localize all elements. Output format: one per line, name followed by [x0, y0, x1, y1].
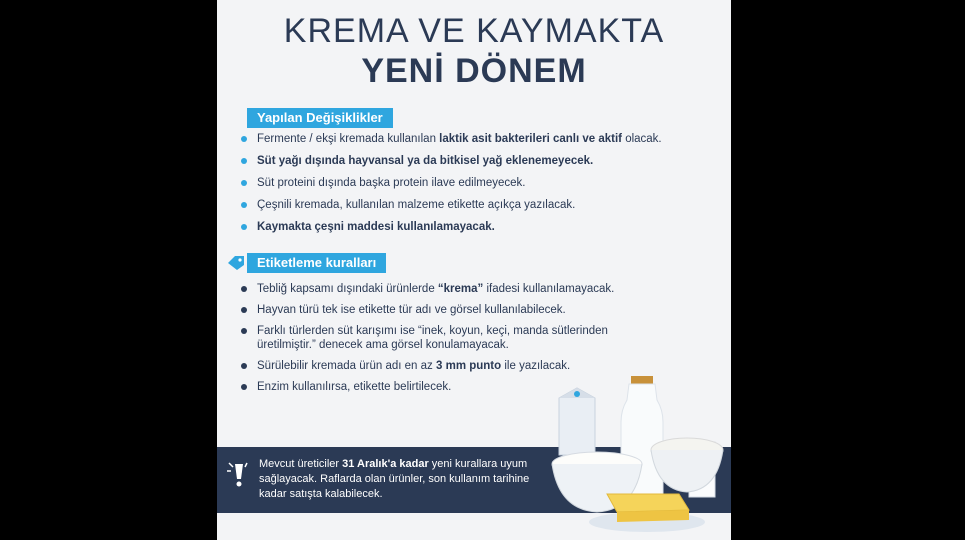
- list-item: Hayvan türü tek ise etikette tür adı ve görsel kullanılabilecek.: [239, 303, 719, 317]
- list-item: Fermente / ekşi kremada kullanılan laktik asit bakterileri canlı ve aktif olacak.: [239, 132, 719, 146]
- list-item: Enzim kullanılırsa, etikette belirtilecek.: [239, 380, 719, 394]
- title-line-2: YENİ DÖNEM: [361, 52, 587, 90]
- notice-text: Mevcut üreticiler 31 Aralık'a kadar yeni kurallara uyum sağlayacak. Raflarda olan ürünler, son kullanım tarihine kadar satışta kalabilecek.: [259, 458, 530, 500]
- exclamation-icon: [225, 459, 255, 489]
- infographic-poster: [217, 0, 731, 540]
- title-line-1: KREMA VE KAYMAKTA: [283, 12, 665, 50]
- labeling-heading: Etiketleme kuralları: [247, 253, 386, 273]
- list-item: Farklı türlerden süt karışımı ise “inek, koyun, keçi, manda sütlerinden üretilmiştir.” denecek ama görsel konulamayacak.: [239, 324, 657, 352]
- list-item: Sürülebilir kremada ürün adı en az 3 mm punto ile yazılacak.: [239, 359, 719, 373]
- list-item: Tebliğ kapsamı dışındaki ürünlerde “krema” ifadesi kullanılamayacak.: [239, 282, 719, 296]
- list-item: Çeşnili kremada, kullanılan malzeme etikette açıkça yazılacak.: [239, 198, 719, 212]
- dairy-products-illustration: [537, 360, 731, 540]
- changes-list: [239, 132, 719, 242]
- changes-heading: Yapılan Değişiklikler: [247, 108, 393, 128]
- list-item: Süt yağı dışında hayvansal ya da bitkisel yağ eklenemeyecek.: [239, 154, 719, 168]
- tag-icon: [227, 255, 245, 271]
- list-item: Süt proteini dışında başka protein ilave edilmeyecek.: [239, 176, 719, 190]
- list-item: Kaymakta çeşni maddesi kullanılamayacak.: [239, 220, 719, 234]
